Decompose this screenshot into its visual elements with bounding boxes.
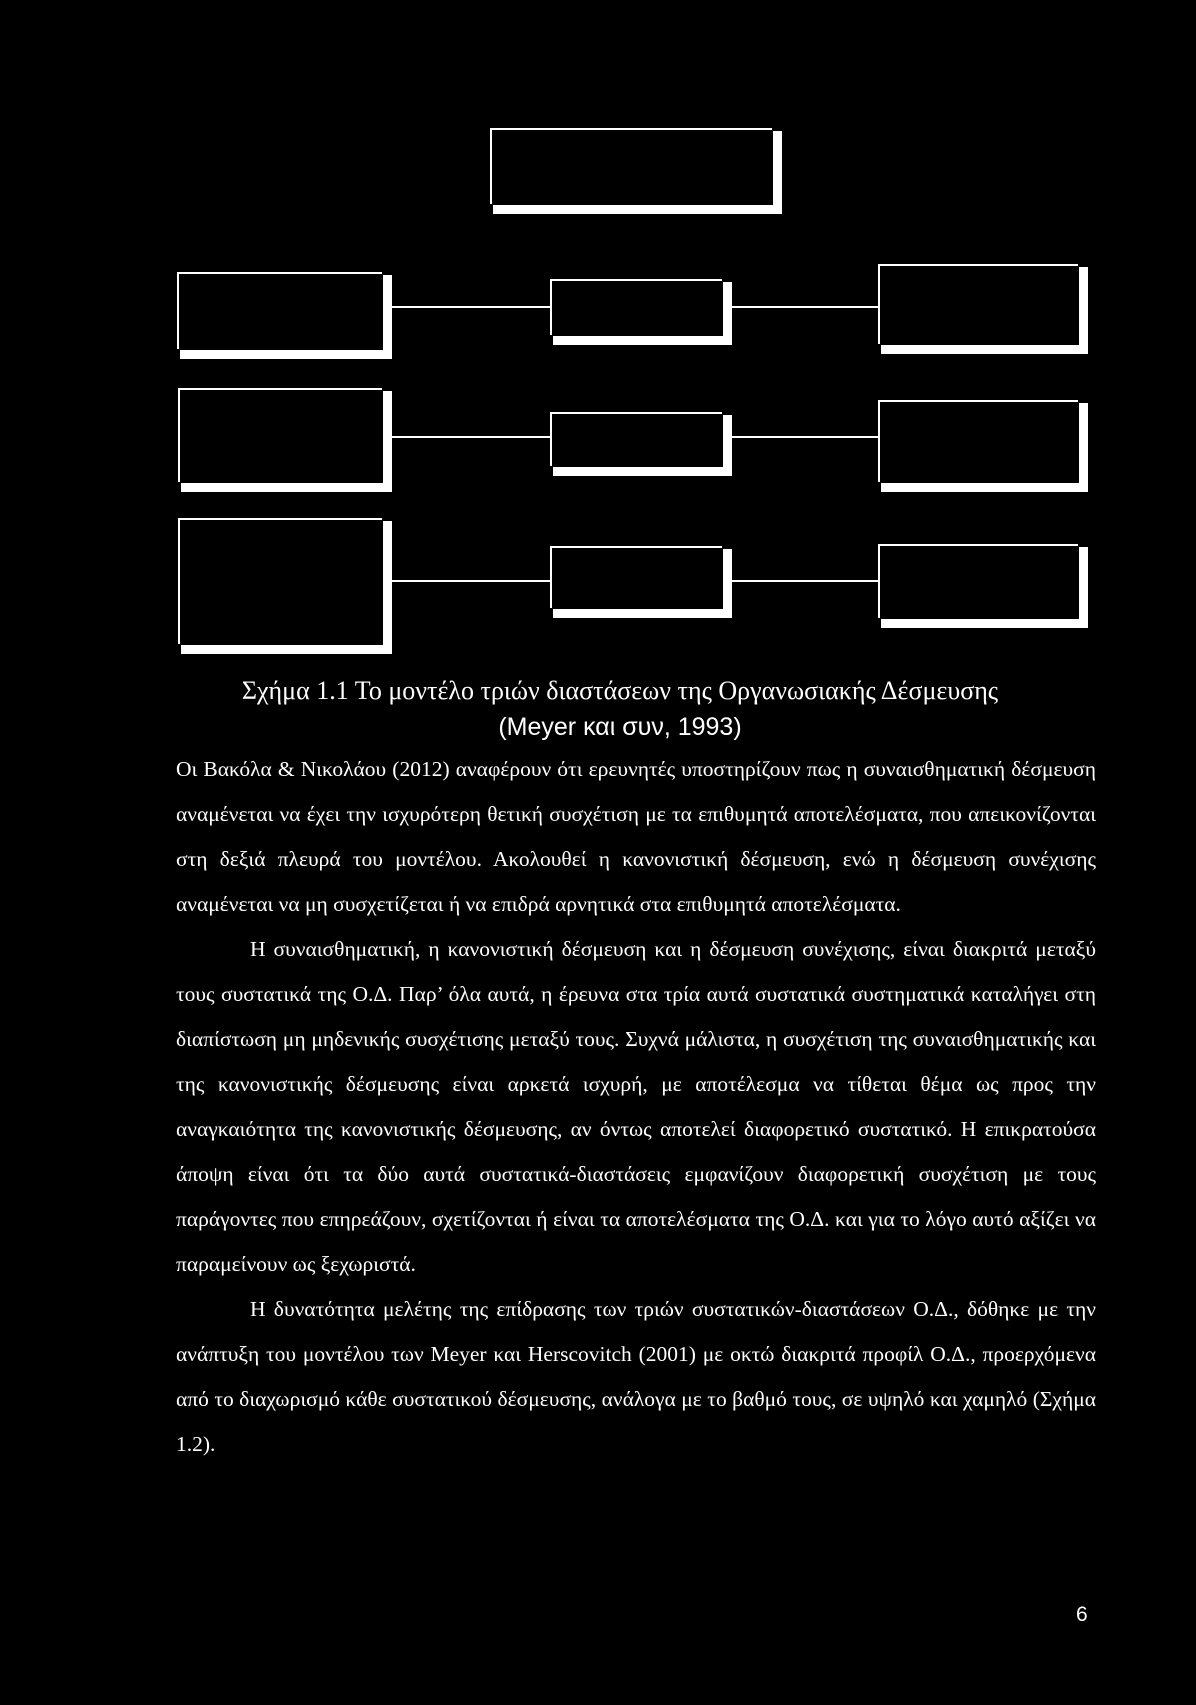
connector-line	[390, 436, 550, 438]
body-text	[176, 747, 1096, 1467]
page-number: 6	[1076, 1603, 1088, 1626]
right-box-2	[878, 400, 1078, 482]
left-box-2	[178, 388, 382, 482]
caption-title: Σχήμα 1.1 Το μοντέλο τριών διαστάσεων της Οργανωσιακής Δέσμευσης	[241, 676, 999, 705]
paragraph-1: Οι Βακόλα & Νικολάου (2012) αναφέρουν ότι ερευνητές υποστηρίζουν πως η συναισθηματική δέσμευση αναμένεται να έχει την ισχυρότερη θετική συσχέτιση με τα επιθυμητά αποτελέσματα, που απεικονίζονται στη δεξιά πλευρά του μοντέλου. Ακολουθεί η κανονιστική δέσμευση, ενώ η δέσμευση συνέχισης αναμένεται να μη συσχετίζεται ή να επιδρά αρνητικά στα επιθυμητά αποτελέσματα.	[176, 757, 1096, 916]
caption-citation: (Meyer και συν, 1993)	[498, 713, 742, 741]
connector-line	[730, 436, 878, 438]
paragraph-3: Η δυνατότητα μελέτης της επίδρασης των τριών συστατικών-διαστάσεων Ο.Δ., δόθηκε με την ανάπτυξη του μοντέλου των Meyer και Herscovitch (2001) με οκτώ διακριτά προφίλ Ο.Δ., προερχόμενα από το διαχωρισμό κάθε συστατικού δέσμευσης, ανάλογα με το βαθμό τους, σε υψηλό και χαμηλό (Σχήμα 1.2).	[176, 1297, 1096, 1456]
right-box-1	[878, 264, 1078, 344]
right-box-3	[878, 544, 1078, 618]
connector-line	[730, 306, 878, 308]
paragraph-2: Η συναισθηματική, η κανονιστική δέσμευση και η δέσμευση συνέχισης, είναι διακριτά μεταξύ τους συστατικά της Ο.Δ. Παρ’ όλα αυτά, η έρευνα στα τρία αυτά συστατικά συστηματικά καταλήγει στη διαπίστωση μη μηδενικής συσχέτισης μεταξύ τους. Συχνά μάλιστα, η συσχέτιση της συναισθηματικής και της κανονιστικής δέσμευσης είναι αρκετά ισχυρή, με αποτέλεσμα να τίθεται θέμα ως προς την αναγκαιότητα της κανονιστικής δέσμευσης, αν όντως αποτελεί διαφορετικό συστατικό. Η επικρατούσα άποψη είναι ότι τα δύο αυτά συστατικά-διαστάσεις εμφανίζουν διαφορετική συσχέτιση με τους παράγοντες που επηρεάζουν, σχετίζονται ή είναι τα αποτελέσματα της Ο.Δ. και για το λόγο αυτό αξίζει να παραμείνουν ως ξεχωριστά.	[176, 937, 1096, 1276]
figure-caption	[180, 673, 1060, 745]
connector-line	[390, 580, 550, 582]
middle-box-2	[550, 412, 722, 466]
left-box-3	[178, 518, 382, 644]
middle-box-3	[550, 546, 722, 608]
connector-line	[390, 306, 550, 308]
middle-box-1	[550, 279, 722, 335]
connector-line	[730, 580, 878, 582]
left-box-1	[177, 272, 382, 349]
top-box	[490, 128, 772, 204]
